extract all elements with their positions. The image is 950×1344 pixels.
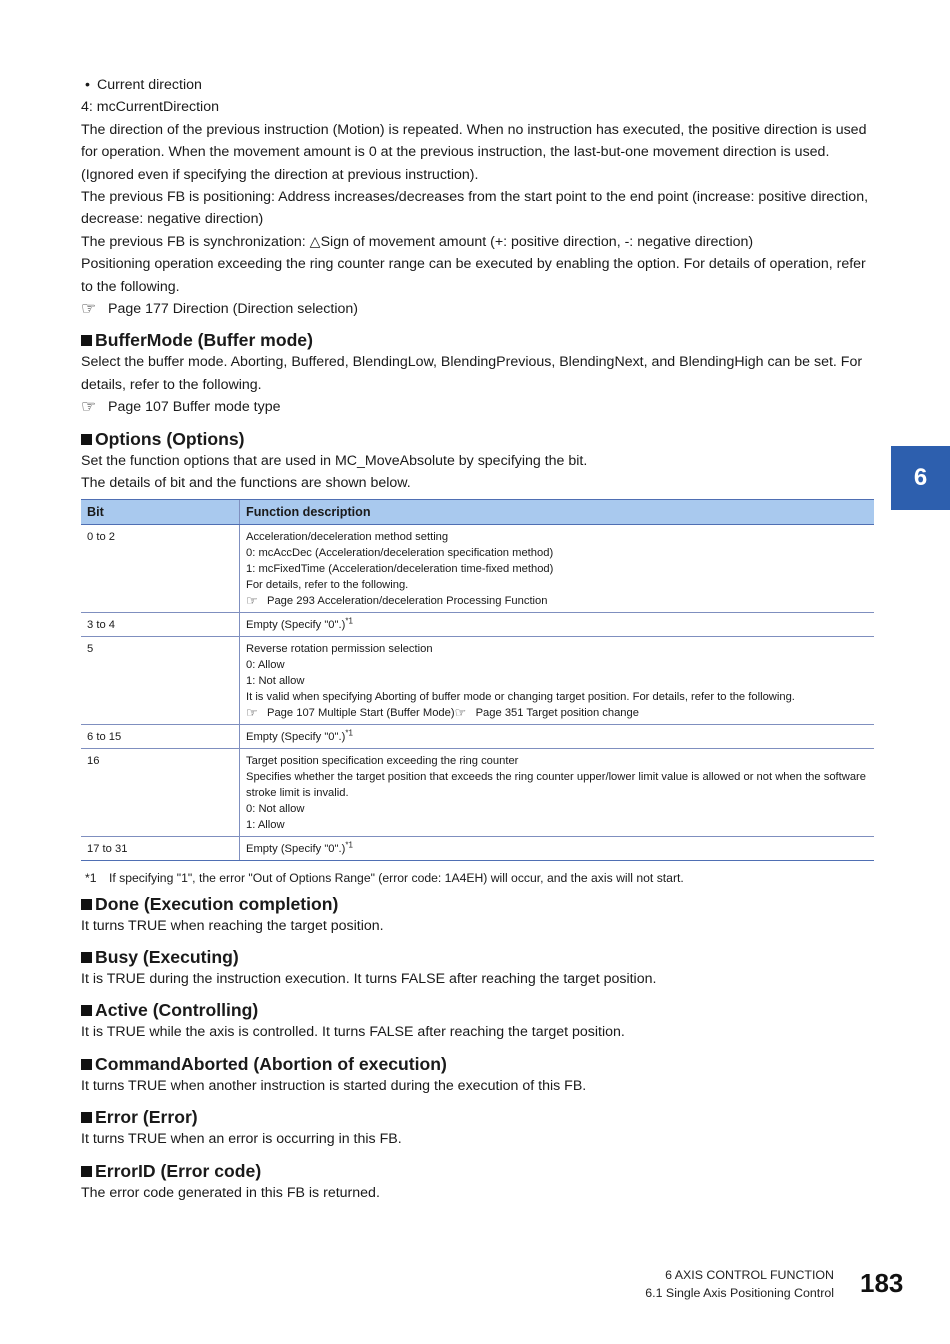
description-cell: Target position specification exceeding the ring counter Specifies whether the target position that exceeds the ring counter upper/lower limit value is allowed or not when the software stroke limit is invalid. 0: Not allow 1: Allow bbox=[240, 748, 875, 836]
command-aborted-heading: CommandAborted (Abortion of execution) bbox=[81, 1053, 876, 1075]
target-position-reference-link[interactable]: Page 351 Target position change bbox=[475, 706, 639, 719]
square-bullet-icon bbox=[81, 952, 92, 963]
active-text: It is TRUE while the axis is controlled. It turns FALSE after reaching the target position. bbox=[81, 1024, 625, 1041]
buffer-mode-heading: BufferMode (Buffer mode) bbox=[81, 329, 876, 351]
intro-line: The previous FB is synchronization: △Sign of movement amount (+: positive direction, -: negative direction) bbox=[81, 233, 754, 250]
intro-line: for operation. When the movement amount is 0 at the previous instruction, the last-but-one movement direction is used. bbox=[81, 144, 830, 161]
error-id-text: The error code generated in this FB is returned. bbox=[81, 1184, 380, 1201]
error-id-heading: ErrorID (Error code) bbox=[81, 1160, 876, 1182]
error-heading: Error (Error) bbox=[81, 1106, 876, 1128]
bit-cell: 17 to 31 bbox=[81, 836, 240, 860]
square-bullet-icon bbox=[81, 899, 92, 910]
footnote-mark: *1 bbox=[345, 615, 353, 625]
pointing-hand-icon: ☞ bbox=[454, 704, 467, 720]
footnote-mark: *1 bbox=[345, 727, 353, 737]
buffer-mode-line: Select the buffer mode. Aborting, Buffered, BlendingLow, BlendingPrevious, BlendingNext, and BlendingHigh can be set. For bbox=[81, 354, 863, 371]
intro-line: Positioning operation exceeding the ring counter range can be executed by enabling the option. For details of operation, refer bbox=[81, 256, 866, 273]
chapter-tab[interactable]: 6 bbox=[891, 446, 950, 510]
description-cell: Empty (Specify "0".)$^{*1}$ bbox=[240, 724, 875, 748]
command-aborted-text: It turns TRUE when another instruction is started during the execution of this FB. bbox=[81, 1077, 587, 1094]
intro-line: 4: mcCurrentDirection bbox=[81, 99, 219, 116]
table-row bbox=[81, 524, 874, 612]
bit-cell: 5 bbox=[81, 636, 240, 724]
intro-line: The previous FB is positioning: Address increases/decreases from the start point to the end point (increase: positive direction, bbox=[81, 189, 869, 206]
error-text: It turns TRUE when an error is occurring in this FB. bbox=[81, 1131, 402, 1148]
bullet-item bbox=[81, 74, 876, 96]
intro-line: to the following. bbox=[81, 278, 180, 295]
square-bullet-icon bbox=[81, 434, 92, 445]
intro-line: The direction of the previous instruction (Motion) is repeated. When no instruction has executed, the positive direction is used bbox=[81, 121, 867, 138]
accel-reference-link[interactable]: ☞ Page 293 Acceleration/deceleration Processing Function bbox=[246, 592, 548, 608]
active-heading: Active (Controlling) bbox=[81, 999, 876, 1021]
options-line: Set the function options that are used in MC_MoveAbsolute by specifying the bit. bbox=[81, 452, 588, 469]
pointing-hand-icon: ☞ bbox=[246, 704, 258, 720]
pointing-hand-icon: ☞ bbox=[246, 592, 258, 608]
buffer-mode-line: details, refer to the following. bbox=[81, 376, 262, 393]
table-row bbox=[81, 612, 874, 636]
square-bullet-icon bbox=[81, 335, 92, 346]
bit-cell: 0 to 2 bbox=[81, 524, 240, 612]
table-row bbox=[81, 724, 874, 748]
header-function-description: Function description bbox=[240, 499, 875, 524]
page-content bbox=[81, 74, 876, 1204]
intro-line: (Ignored even if specifying the direction at previous instruction). bbox=[81, 166, 479, 183]
table-row bbox=[81, 636, 874, 724]
intro-line: decrease: negative direction) bbox=[81, 211, 264, 228]
footnote: *1 If specifying "1", the error "Out of Options Range" (error code: 1A4EH) will occur, and the axis will not start. bbox=[85, 870, 684, 885]
busy-heading: Busy (Executing) bbox=[81, 946, 876, 968]
table-row bbox=[81, 836, 874, 860]
square-bullet-icon bbox=[81, 1059, 92, 1070]
footnote-mark: *1 bbox=[345, 839, 353, 849]
buffer-mode-reference-link[interactable]: ☞ Page 107 Buffer mode type bbox=[81, 397, 281, 417]
description-cell: Acceleration/deceleration method setting 0: mcAccDec (Acceleration/deceleration specification method) 1: mcFixedTime (Acceleration/deceleration time-fixed method) For details, refer to the following. ☞ Page 293 Acceleration/deceleration Processing Function bbox=[240, 524, 875, 612]
square-bullet-icon bbox=[81, 1166, 92, 1177]
square-bullet-icon bbox=[81, 1005, 92, 1016]
reference-links bbox=[246, 705, 868, 721]
direction-reference-link[interactable]: ☞ Page 177 Direction (Direction selection) bbox=[81, 299, 358, 319]
footer-chapter: 6 AXIS CONTROL FUNCTION bbox=[665, 1268, 834, 1282]
multiple-start-reference-link[interactable]: Page 107 Multiple Start (Buffer Mode) bbox=[267, 706, 455, 719]
table-header-row bbox=[81, 499, 874, 524]
pointing-hand-icon: ☞ bbox=[81, 397, 97, 417]
bit-cell: 6 to 15 bbox=[81, 724, 240, 748]
bit-cell: 3 to 4 bbox=[81, 612, 240, 636]
description-cell: Reverse rotation permission selection 0: Allow 1: Not allow It is valid when specifying Aborting of buffer mode or changing target position. For details, refer to the following. ☞ Page 107 Multiple Start (Buffer Mode) ☞ Page 351 Target position change bbox=[240, 636, 875, 724]
footnote-mark: *1 bbox=[85, 870, 97, 885]
done-text: It turns TRUE when reaching the target position. bbox=[81, 917, 384, 934]
done-heading: Done (Execution completion) bbox=[81, 893, 876, 915]
busy-text: It is TRUE during the instruction execution. It turns FALSE after reaching the target position. bbox=[81, 970, 657, 987]
bit-cell: 16 bbox=[81, 748, 240, 836]
page-number: 183 bbox=[860, 1268, 904, 1298]
table-row bbox=[81, 748, 874, 836]
options-table bbox=[81, 499, 874, 861]
footer-section: 6.1 Single Axis Positioning Control bbox=[645, 1286, 834, 1300]
description-cell: Empty (Specify "0".)$^{*1}$ bbox=[240, 836, 875, 860]
header-bit: Bit bbox=[81, 499, 240, 524]
options-heading: Options (Options) bbox=[81, 428, 876, 450]
pointing-hand-icon: ☞ bbox=[81, 299, 97, 319]
description-cell: Empty (Specify "0".)$^{*1}$ bbox=[240, 612, 875, 636]
footer bbox=[645, 1266, 834, 1302]
square-bullet-icon bbox=[81, 1112, 92, 1123]
bullet-dot: • bbox=[85, 77, 90, 93]
options-line: The details of bit and the functions are shown below. bbox=[81, 475, 411, 492]
bullet-text: Current direction bbox=[97, 77, 202, 93]
